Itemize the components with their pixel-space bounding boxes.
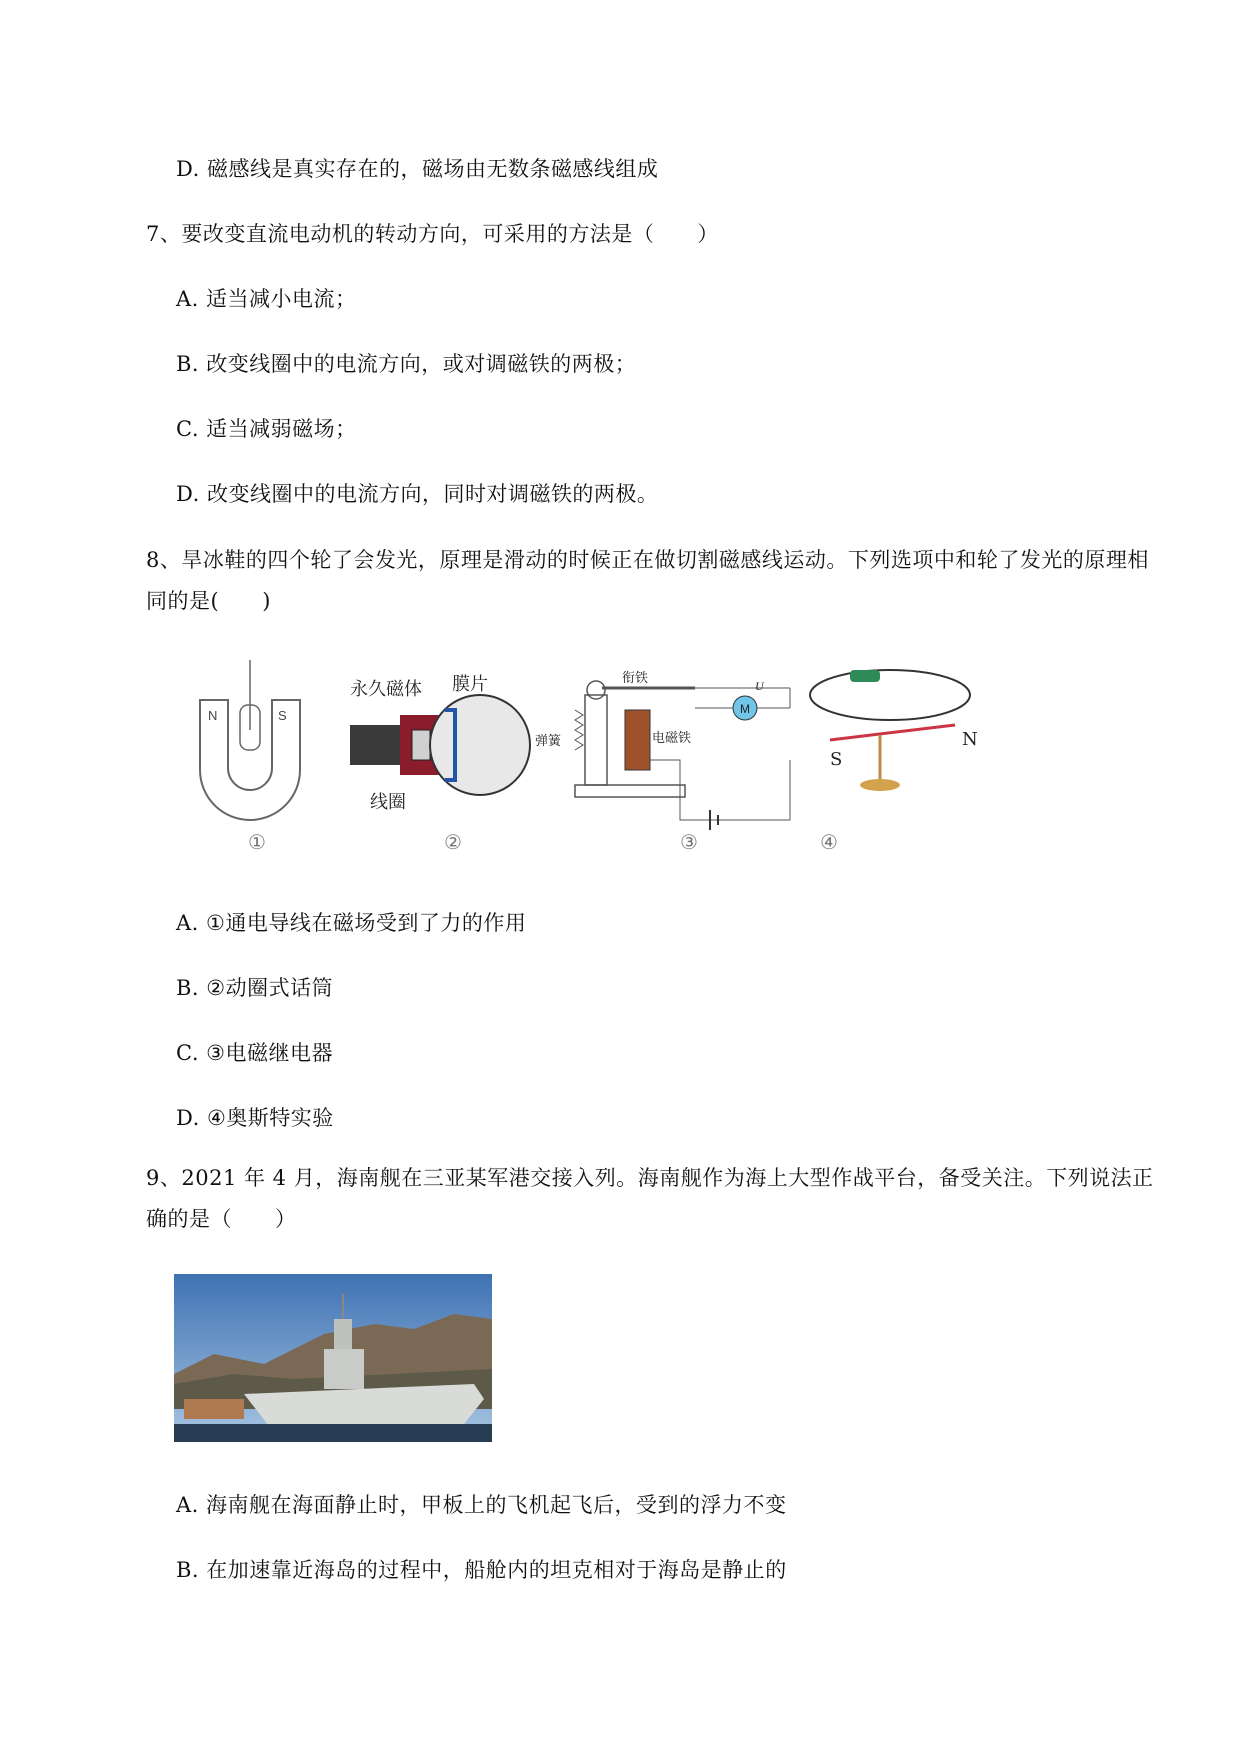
figure-label-1: ①	[248, 830, 266, 854]
question-8-figure	[190, 650, 1050, 860]
question-9-option-b: B. 在加速靠近海岛的过程中，船舱内的坦克相对于海岛是静止的	[176, 1558, 787, 1582]
question-8-option-b: B. ②动圈式话筒	[176, 976, 334, 1000]
fig1-s-label: S	[278, 708, 287, 723]
question-9-stem: 9、2021 年 4 月，海南舰在三亚某军港交接入列。海南舰作为海上大型作战平台，备受关注。下列说法正确的是（ ）	[146, 1166, 1154, 1231]
question-7-option-b: B. 改变线圈中的电流方向，或对调磁铁的两极；	[176, 352, 637, 376]
question-8-option-d: D. ④奥斯特实验	[176, 1106, 334, 1130]
physics-diagrams	[190, 650, 1050, 860]
oersted-diagram	[810, 670, 978, 791]
fig3-motor-label: M	[740, 702, 750, 716]
question-7-option-a: A. 适当减小电流；	[176, 287, 357, 311]
figure-label-3: ③	[680, 830, 698, 854]
fig3-armature-label: 衔铁	[622, 671, 649, 686]
relay-diagram	[535, 670, 790, 830]
warship-photo-illustration	[174, 1274, 492, 1442]
warship-photo	[174, 1274, 492, 1442]
fig3-electromagnet-label: 电磁铁	[652, 731, 692, 746]
fig3-u-label: U	[755, 679, 764, 693]
microphone-diagram	[350, 674, 530, 813]
question-9-option-a: A. 海南舰在海面静止时，甲板上的飞机起飞后，受到的浮力不变	[176, 1493, 787, 1517]
figure-label-2: ②	[444, 830, 462, 854]
question-8-option-a: A. ①通电导线在磁场受到了力的作用	[176, 911, 527, 935]
fig2-coil-label: 线圈	[370, 792, 406, 813]
figure-label-4: ④	[820, 830, 838, 854]
fig1-n-label: N	[208, 708, 218, 723]
question-8-option-c: C. ③电磁继电器	[176, 1041, 333, 1065]
fig4-n-label: N	[962, 729, 978, 750]
fig3-spring-label: 弹簧	[535, 734, 562, 749]
question-8-stem: 8、旱冰鞋的四个轮了会发光，原理是滑动的时候正在做切割磁感线运动。下列选项中和轮了发光的原理相同的是( )	[146, 548, 1149, 613]
question-7-option-c: C. 适当减弱磁场；	[176, 417, 357, 441]
question-7-option-d: D. 改变线圈中的电流方向，同时对调磁铁的两极。	[176, 482, 659, 506]
fig2-magnet-label: 永久磁体	[350, 679, 422, 700]
question-7-stem: 7、要改变直流电动机的转动方向，可采用的方法是（ ）	[146, 222, 719, 246]
fig4-s-label: S	[830, 749, 843, 770]
u-magnet-diagram	[200, 660, 300, 820]
fig2-diaphragm-label: 膜片	[452, 674, 488, 695]
question-6-option-d: D. 磁感线是真实存在的，磁场由无数条磁感线组成	[176, 157, 659, 181]
